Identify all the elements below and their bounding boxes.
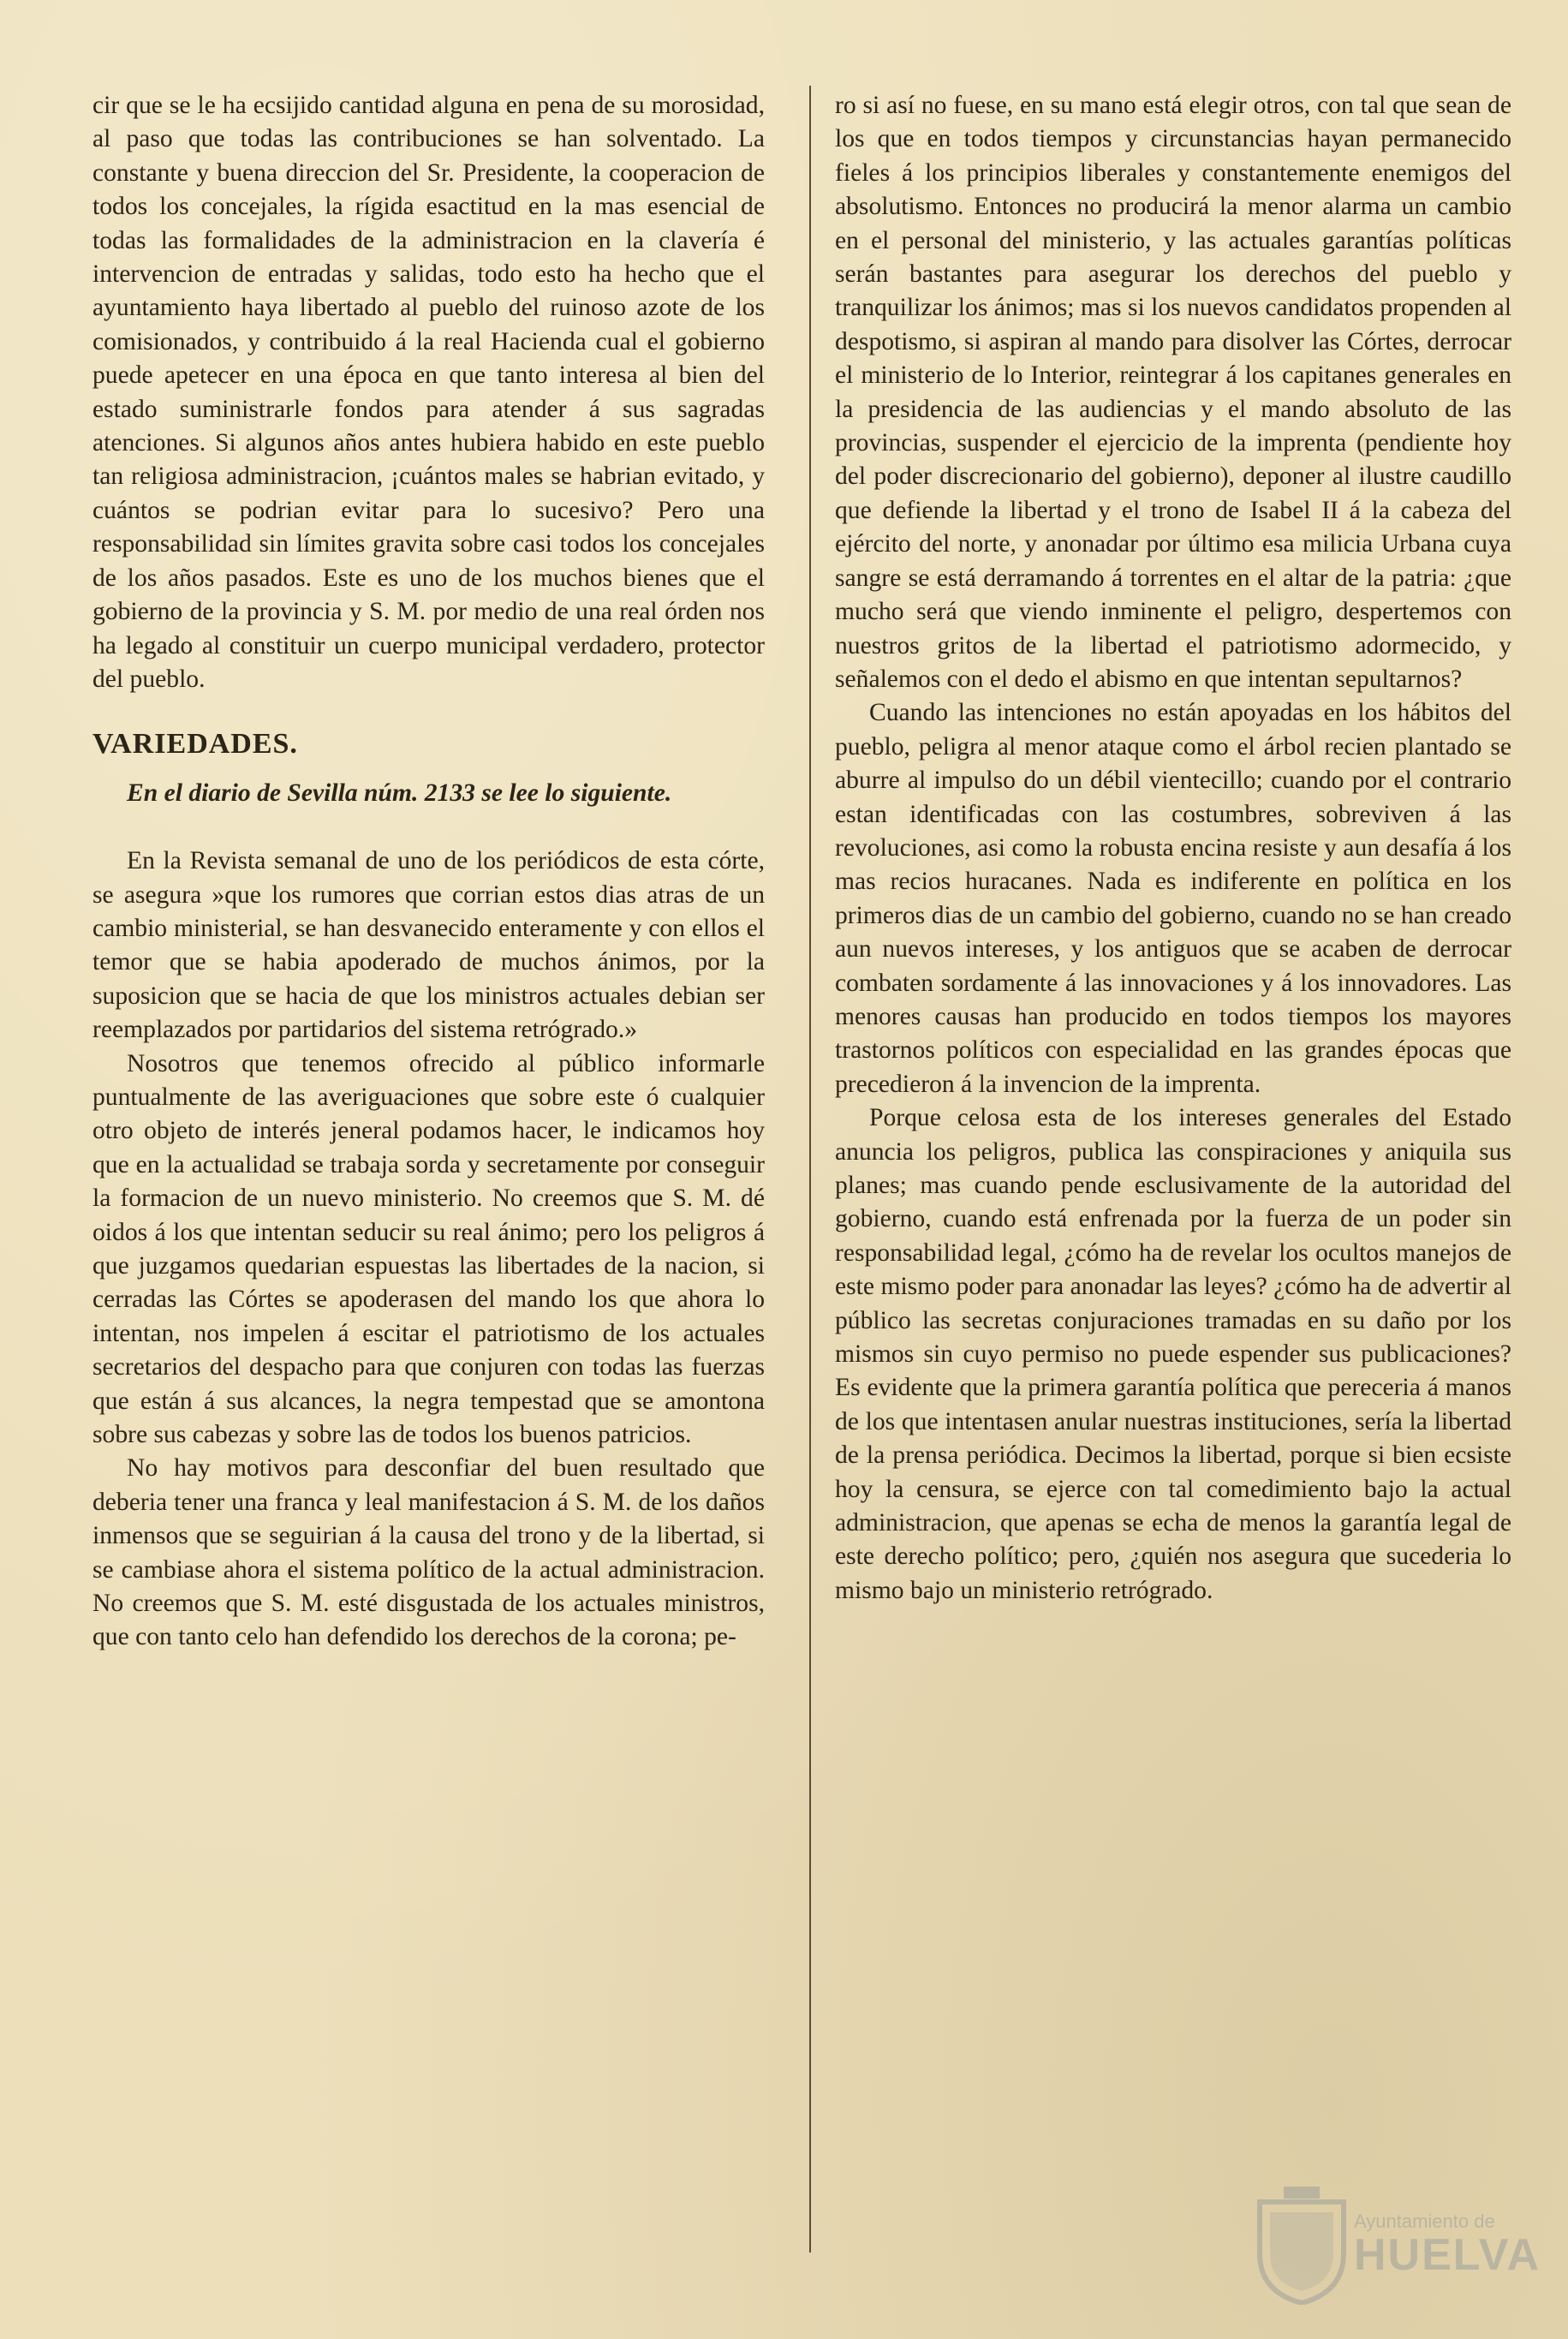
left-paragraph-continuation: cir que se le ha ecsijido cantidad alguna en pena de su morosidad, al paso que todas las contribuciones se han solventado. La constante y buena direccion del Sr. Presidente, la cooperacion de todos los concejales, la rígida esactitud en la mas esencial de todas las formalidades de la administracion en la clavería é intervencion de entradas y salidas, todo esto ha hecho que el ayuntamiento haya libertado al pueblo del ruinoso azote de los comisionados, y contribuido á la real Hacienda cual el gobierno puede apetecer en una época en que tanto interesa al bien del estado suministrarle fondos para atender á sus sagradas atenciones. Si algunos años antes hubiera habido en este pueblo tan religiosa administracion, ¡cuántos males se habrian evitado, y cuántos se podrian evitar para lo sucesivo? Pero una responsabilidad sin límites gravita sobre casi todos los concejales de los años pasados. Este es uno de los muchos bienes que el gobierno de la provincia y S. M. por medio de una real órden nos ha legado al constituir un cuerpo municipal verdadero, protector del pueblo. <box>92 92 765 693</box>
left-column <box>92 89 765 1655</box>
left-paragraph-motivos: No hay motivos para desconfiar del buen resultado que deberia tener una franca y leal manifestacion á S. M. de los daños inmensos que se seguirian á la causa del trono y de la libertad, si se cambiase ahora el sistema político de la actual administracion. No creemos que S. M. esté disgustada de los actuales ministros, que con tanto celo han defendido los derechos de la corona; pe- <box>92 1454 765 1651</box>
right-paragraph-intenciones: Cuando las intenciones no están apoyadas en los hábitos del pueblo, peligra al menor ataque como el árbol recien plantado se aburre al impulso do un débil vientecillo; cuando por el contrario estan identificadas con las costumbres, sobreviven á las revoluciones, asi como la robusta encina resiste y aun desafía á los mas recios huracanes. Nada es indiferente en política en los primeros dias de un cambio del gobierno, cuando no se han creado aun nuevos intereses, y los antiguos que se acaben de derrocar combaten sordamente á las innovaciones y á los innovadores. Las menores causas han producido en todos tiempos los mayores trastornos políticos con especialidad en las grandes épocas que precedieron á la invencion de la imprenta. <box>835 699 1511 1098</box>
coat-of-arms-icon <box>1251 2185 1352 2305</box>
watermark-line2: HUELVA <box>1354 2230 1541 2280</box>
section-title-variedades: VARIEDADES. <box>92 728 298 761</box>
right-column <box>835 89 1511 1608</box>
left-paragraph-revista: En la Revista semanal de uno de los periódicos de esta córte, se asegura »que los rumores que corrian estos dias atras de un cambio ministerial, se han desvanecido enteramente y con ellos el temor que se habia apoderado de muchos ánimos, por la suposicion que se hacia de que los ministros actuales debian ser reemplazados por partidarios del sistema retrógrado.» <box>92 847 765 1044</box>
dateline-sevilla: En el diario de Sevilla núm. 2133 se lee lo siguiente. <box>127 779 672 807</box>
column-divider <box>809 86 811 2252</box>
right-paragraph-continuation: ro si así no fuese, en su mano está elegir otros, con tal que sean de los que en todos tiempos y circunstancias hayan permanecido fieles á los principios liberales y constantemente enemigos del absolutismo. Entonces no producirá la menor alarma un cambio en el personal del ministerio, y las actuales garantías políticas serán bastantes para asegurar los derechos del pueblo y tranquilizar los ánimos; mas si los nuevos candidatos propenden al despotismo, si aspiran al mando para disolver las Córtes, derrocar el ministerio de lo Interior, reintegrar á los capitanes generales en la presidencia de las audiencias y el mando absoluto de las provincias, suspender el ejercicio de la imprenta (pendiente hoy del poder discrecionario del gobierno), deponer al ilustre caudillo que defiende la libertad y el trono de Isabel II á la cabeza del ejército del norte, y anonadar por último esa milicia Urbana cuya sangre se está derramando á torrentes en el altar de la patria: ¿que mucho será que viendo inminente el peligro, despertemos con nuestros gritos de la libertad el patriotismo adormecido, y señalemos con el dedo el abismo en que intentan sepultarnos? <box>835 92 1511 693</box>
right-paragraph-celosa: Porque celosa esta de los intereses generales del Estado anuncia los peligros, publica las conspiraciones y aniquila sus planes; mas cuando pende esclusivamente de la autoridad del gobierno, cuando está enfrenada por la fuerza de un poder sin responsabilidad legal, ¿cómo ha de revelar los ocultos manejos de este mismo poder para anonadar las leyes? ¿cómo ha de advertir al público las secretas conjuraciones tramadas en su daño por los mismos sin cuyo permiso no puede espender sus publicaciones? Es evidente que la primera garantía política que pereceria á manos de los que intentasen anular nuestras instituciones, sería la libertad de la prensa periódica. Decimos la libertad, porque si bien ecsiste hoy la censura, se ejerce con tal comedimiento bajo la actual administracion, que apenas se echa de menos la garantía legal de este derecho político; pero, ¿quién nos asegura que sucederia lo mismo bajo un ministerio retrógrado. <box>835 1104 1511 1604</box>
left-paragraph-nosotros: Nosotros que tenemos ofrecido al público informarle puntualmente de las averiguaciones que sobre este ó cualquier otro objeto de interés jeneral podamos hacer, le indicamos hoy que en la actualidad se trabaja sorda y secretamente por conseguir la formacion de un nuevo ministerio. No creemos que S. M. dé oidos á los que intentan seducir su real ánimo; pero los peligros á que juzgamos quedarian espuestas las libertades de la nacion, si cerradas las Córtes se apoderasen del mando los que ahora lo intentan, nos impelen á escitar el patriotismo de los actuales secretarios del despacho para que conjuren con todas las fuerzas que están á sus alcances, la negra tempestad que se amontona sobre sus cabezas y sobre las de todos los buenos patricios. <box>92 1049 765 1449</box>
watermark-line1: Ayuntamiento de <box>1354 2211 1495 2232</box>
ayuntamiento-watermark <box>1251 2176 1541 2305</box>
